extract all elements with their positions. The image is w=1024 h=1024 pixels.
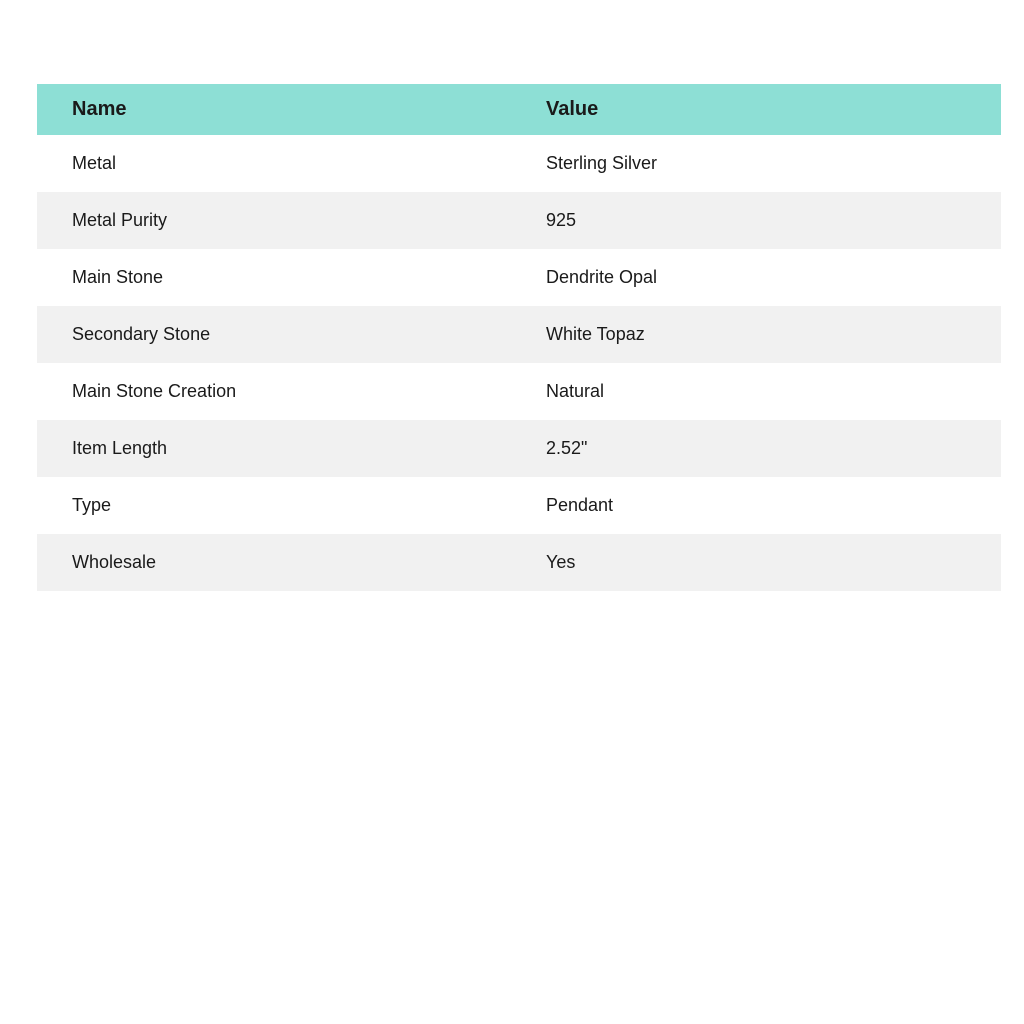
row-value-metal: Sterling Silver bbox=[524, 135, 1001, 192]
column-header-name: Name bbox=[37, 84, 524, 135]
row-label-main-stone-creation: Main Stone Creation bbox=[37, 363, 524, 420]
row-label-main-stone: Main Stone bbox=[37, 249, 524, 306]
row-label-wholesale: Wholesale bbox=[37, 534, 524, 591]
row-value-main-stone-creation: Natural bbox=[524, 363, 1001, 420]
table-row bbox=[37, 420, 1001, 477]
row-label-type: Type bbox=[37, 477, 524, 534]
row-value-secondary-stone: White Topaz bbox=[524, 306, 1001, 363]
table-row bbox=[37, 306, 1001, 363]
row-label-metal: Metal bbox=[37, 135, 524, 192]
table-body bbox=[37, 135, 1001, 591]
table-header-row bbox=[37, 84, 1001, 135]
table-row bbox=[37, 135, 1001, 192]
column-header-value: Value bbox=[524, 84, 1001, 135]
row-value-metal-purity: 925 bbox=[524, 192, 1001, 249]
row-value-wholesale: Yes bbox=[524, 534, 1001, 591]
row-label-item-length: Item Length bbox=[37, 420, 524, 477]
table-header bbox=[37, 84, 1001, 135]
table-row bbox=[37, 477, 1001, 534]
row-value-main-stone: Dendrite Opal bbox=[524, 249, 1001, 306]
table-row bbox=[37, 363, 1001, 420]
row-label-secondary-stone: Secondary Stone bbox=[37, 306, 524, 363]
table-row bbox=[37, 534, 1001, 591]
table-row bbox=[37, 249, 1001, 306]
row-label-metal-purity: Metal Purity bbox=[37, 192, 524, 249]
row-value-item-length: 2.52" bbox=[524, 420, 1001, 477]
product-specification-table bbox=[37, 84, 1001, 591]
table-row bbox=[37, 192, 1001, 249]
row-value-type: Pendant bbox=[524, 477, 1001, 534]
